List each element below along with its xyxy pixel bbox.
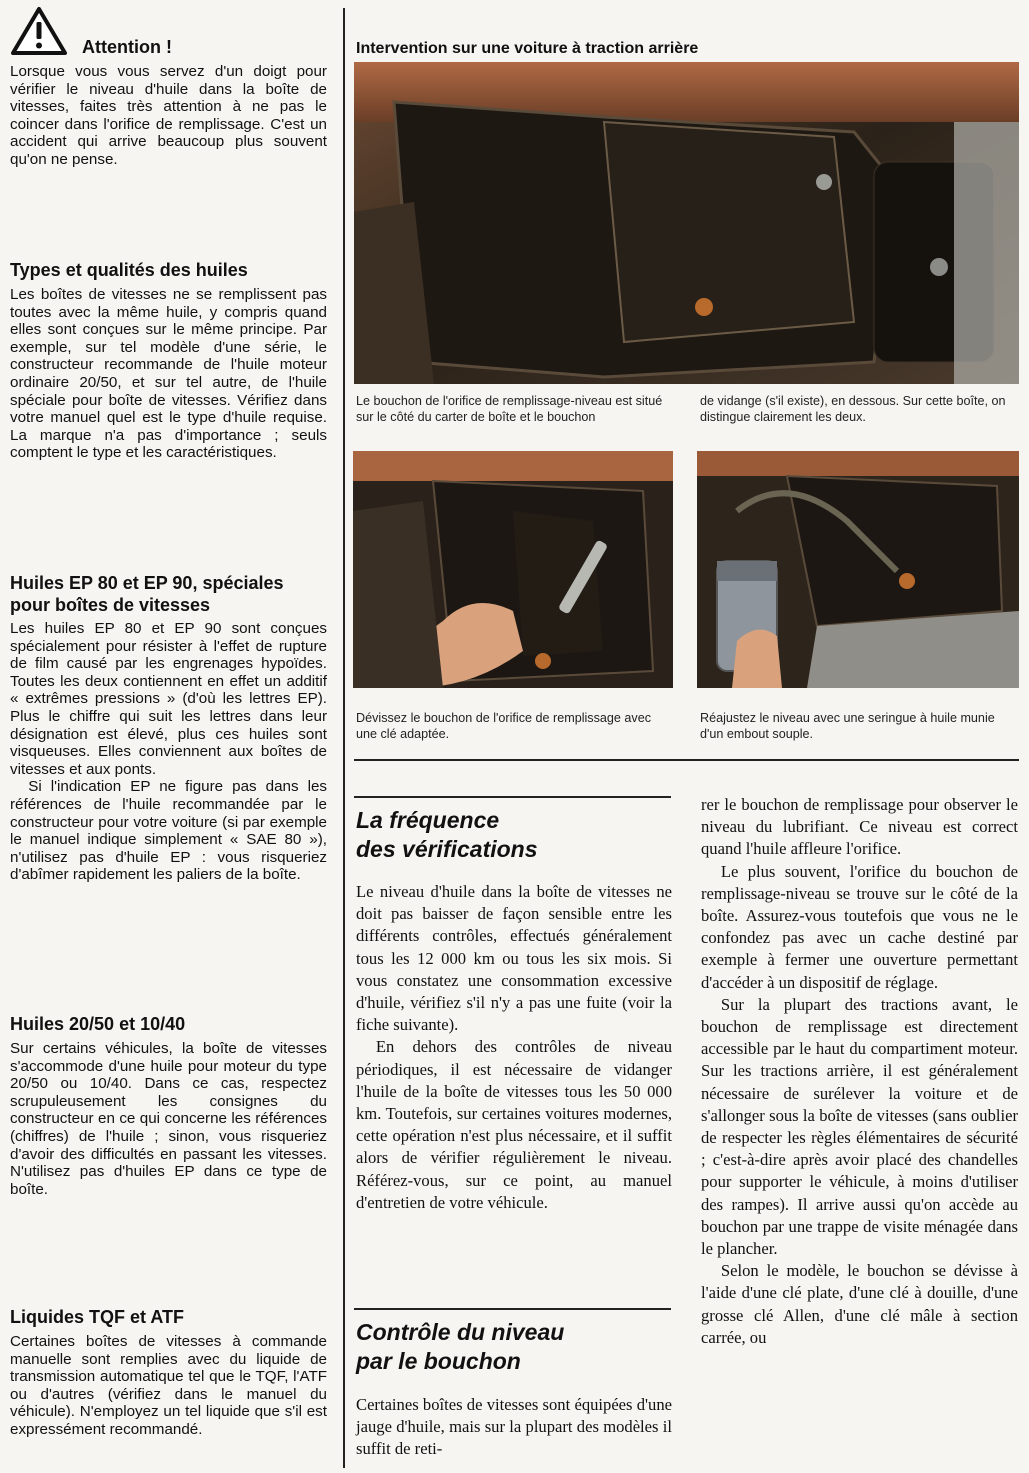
attention-text: Lorsque vous vous servez d'un doigt pour vérifier le niveau d'huile dans la boîte de vitesses, faites très attention à ne pas le coincer dans l'orifice de remplissage. C'est un accident qui arrive beaucoup plus souvent qu'on ne pense.	[10, 63, 327, 168]
column-divider	[343, 8, 345, 1468]
ep-paragraph-1: Les huiles EP 80 et EP 90 sont conçues spécialement pour résister à l'effet de rupture de film causé par les engrenages hypoïdes. Toutes les deux contiennent en effet un additif « extrêmes pressions » (d'où les lettres EP). Plus le chiffre qui suit les lettres dans leur désignation est élevé, plus ces huiles sont visqueuses. Elles conviennent aux boîtes de vitesses et aux ponts.	[10, 620, 327, 778]
controle-title-line1: Contrôle du niveau	[356, 1319, 565, 1345]
frequence-paragraph-1: Le niveau d'huile dans la boîte de vitesses ne doit pas baisser de façon sensible entre les différents contrôles, effectués généralement tous les 12 000 km ou tous les six mois. Si vous constatez une consommation excessive d'huile, vérifiez s'il n'y a pas une fuite (voir la fiche suivante).	[356, 882, 672, 1035]
caption-right: Réajustez le niveau avec une seringue à huile munie d'un embout souple.	[700, 711, 995, 741]
frequence-title-line1: La fréquence	[356, 807, 500, 833]
wrench-photo	[353, 451, 673, 688]
warning-triangle-icon	[10, 6, 68, 56]
tqf-title: Liquides TQF et ATF	[10, 1307, 184, 1327]
attention-title: Attention !	[82, 37, 172, 57]
photos-heading: Intervention sur une voiture à traction arrière	[356, 40, 699, 57]
caption-main-right: de vidange (s'il existe), en dessous. Sur cette boîte, on distingue clairement les deux.	[700, 394, 1006, 424]
ep-title-line2: pour boîtes de vitesses	[10, 595, 211, 615]
types-title: Types et qualités des huiles	[10, 260, 248, 280]
h2050-title: Huiles 20/50 et 10/40	[10, 1014, 186, 1034]
controle-rule	[354, 1308, 671, 1310]
frequence-paragraph-2: En dehors des contrôles de niveau périodiques, il est nécessaire de vidanger l'huile de la boîte de vitesses tous les 50 000 km. Toutefois, sur certaines voitures modernes, cette opération n'est plus nécessaire, et il suffit alors de vérifier régulièrement le niveau. Référez-vous, sur ce point, au manuel d'entretien de votre véhicule.	[356, 1037, 672, 1212]
ep-title-line1: Huiles EP 80 et EP 90, spéciales	[10, 573, 284, 593]
controle-title-line2: par le bouchon	[356, 1348, 521, 1374]
right-paragraph-2: Le plus souvent, l'orifice du bouchon de remplissage-niveau se trouve sur le côté de la boîte. Assurez-vous toutefois que vous ne le confondez pas avec un cache destiné par exemple à fermer une ouverture permettant d'accéder à un dispositif de réglage.	[701, 861, 1018, 992]
frequence-title-line2: des vérifications	[356, 836, 538, 862]
right-paragraph-3: Sur la plupart des tractions avant, le bouchon de remplissage est directement accessible par le haut du compartiment moteur. Sur les tractions arrière, il est généralement nécessaire de surélever la voiture et de s'allonger sous la boîte de vitesses (sans oublier de respecter les règles élémentaires de sécurité ; c'est-à-dire après avoir placé des chandelles pour supporter le véhicule, à moins d'utiliser des rampes). Il arrive aussi qu'on accède au bouchon par une trappe de visite ménagée dans le plancher.	[701, 994, 1018, 1259]
caption-main-left: Le bouchon de l'orifice de remplissage-niveau est situé sur le côté du carter de boîte et le bouchon	[356, 394, 663, 424]
frequence-rule	[354, 796, 671, 798]
right-paragraph-4: Selon le modèle, le bouchon se dévisse à l'aide d'une clé plate, d'une clé à douille, d'une grosse clé Allen, d'une clé mâle à section carrée, ou	[701, 1261, 1018, 1347]
types-text: Les boîtes de vitesses ne se remplissent pas toutes avec la même huile, y compris quand elles sont conçues sur le même principe. Par exemple, sur tel modèle d'une série, le constructeur recommande de l'huile moteur ordinaire 20/50, et sur tel autre, de l'huile spéciale pour boîte de vitesses. Vérifiez dans votre manuel quel est le type d'huile requise. La marque n'a pas d'importance ; seuls comptent le type et les caractéristiques.	[10, 286, 327, 462]
section-divider	[354, 759, 1019, 761]
gearbox-photo-main	[354, 62, 1019, 384]
right-paragraph-1: rer le bouchon de remplissage pour observer le niveau du lubrifiant. Ce niveau est correct quand l'huile affleure l'orifice.	[701, 795, 1018, 859]
tqf-text: Certaines boîtes de vitesses à commande manuelle sont remplies avec du liquide de transmission automatique tel que le TQF, l'ATF ou d'autres (vérifiez dans le manuel du véhicule). N'employez un tel liquide que s'il est expressément recommandé.	[10, 1333, 327, 1438]
controle-paragraph-1: Certaines boîtes de vitesses sont équipées d'une jauge d'huile, mais sur la plupart des modèles il suffit de reti-	[356, 1395, 672, 1459]
syringe-photo	[697, 451, 1019, 688]
caption-left: Dévissez le bouchon de l'orifice de remplissage avec une clé adaptée.	[356, 711, 652, 741]
h2050-text: Sur certains véhicules, la boîte de vitesses s'accommode d'une huile pour moteur du type 20/50 ou 10/40. Dans ce cas, respectez scrupuleusement les consignes du constructeur en ce qui concerne les références (chiffres) de l'huile ; sinon, vous risqueriez d'avoir des difficultés en passant les vitesses. N'utilisez pas d'huiles EP dans ce type de boîte.	[10, 1040, 327, 1198]
ep-paragraph-2: Si l'indication EP ne figure pas dans les références de l'huile recommandée par le constructeur pour votre voiture (si par exemple le manuel indique simplement « SAE 80 »), n'utilisez pas d'huile EP : vous risqueriez d'abîmer rapidement les paliers de la boîte.	[10, 778, 327, 884]
